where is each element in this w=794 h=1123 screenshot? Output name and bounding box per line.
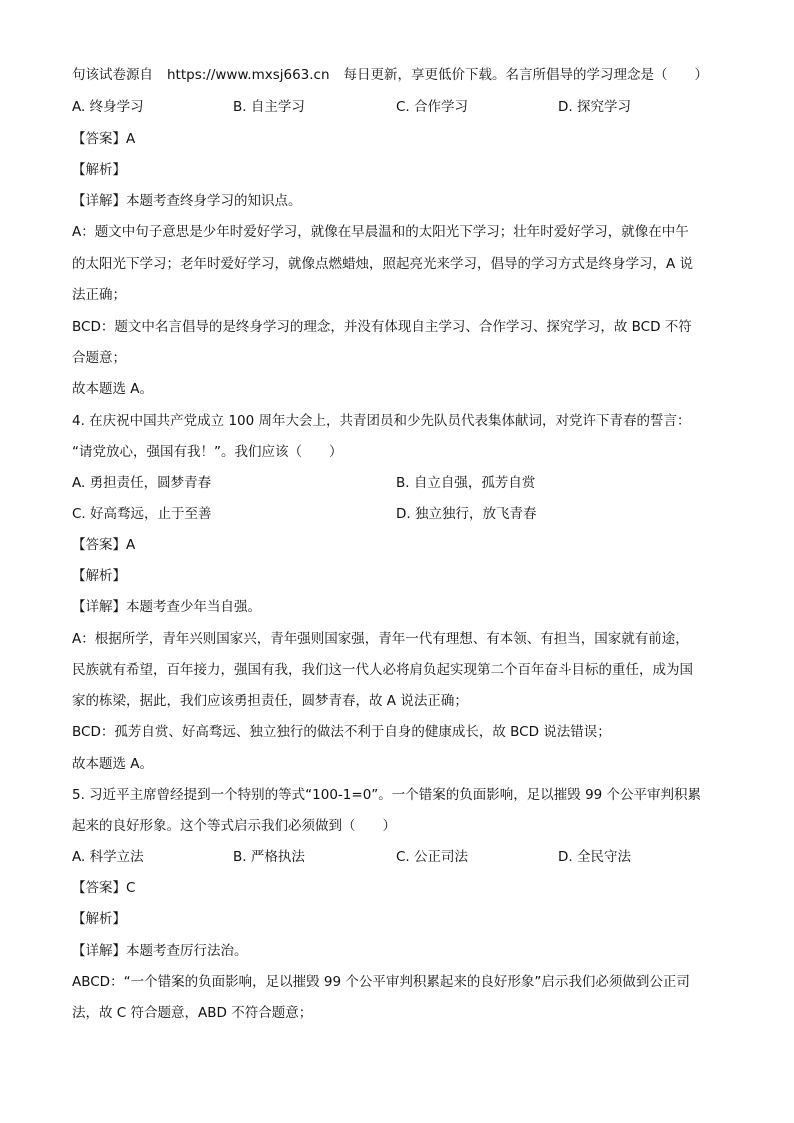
q3-option-c: C. 合作学习 [396, 99, 469, 115]
q3-stem-text: 句该试卷源自 [72, 67, 153, 83]
q5-option-d: D. 全民守法 [558, 849, 631, 865]
q5-explain-abcd-2: 法，故 C 符合题意，ABD 不符合题意； [72, 1005, 313, 1021]
q3-conclusion: 故本题选 A。 [72, 381, 154, 397]
q4-option-c: C. 好高骛远，止于至善 [72, 506, 212, 522]
q3-stem-text-2: 每日更新，享更低价下载。名言所倡导的学习理念是（ ） [343, 67, 709, 83]
q5-stem-2: 起来的良好形象。这个等式启示我们必须做到（ ） [72, 818, 396, 834]
q3-analysis-heading: 【解析】 [72, 162, 126, 178]
q4-explain-a-3: 家的栋梁，据此，我们应该勇担责任，圆梦青春，故 A 说法正确； [72, 693, 468, 709]
q4-detail: 【详解】本题考查少年当自强。 [72, 599, 261, 615]
q3-option-d: D. 探究学习 [558, 99, 631, 115]
q5-detail: 【详解】本题考查厉行法治。 [72, 943, 248, 959]
q4-explain-bcd: BCD：孤芳自赏、好高骛远、独立独行的做法不利于自身的健康成长，故 BCD 说法错误； [72, 724, 611, 740]
q4-answer: 【答案】A [72, 537, 136, 553]
q3-explain-a-3: 法正确； [72, 287, 126, 303]
q5-option-c: C. 公正司法 [396, 849, 469, 865]
q4-option-a: A. 勇担责任，圆梦青春 [72, 475, 212, 491]
source-url: https://www.mxsj663.cn [167, 67, 330, 83]
q3-explain-bcd-2: 合题意； [72, 350, 126, 366]
q3-stem-line [72, 66, 708, 84]
q4-option-b: B. 自立自强，孤芳自赏 [396, 475, 536, 491]
q4-options-row-1 [0, 474, 794, 492]
q3-explain-bcd-1: BCD：题文中名言倡导的是终身学习的理念，并没有体现自主学习、合作学习、探究学习，故 BCD 不符 [72, 319, 692, 335]
q5-explain-abcd-1: ABCD：“一个错案的负面影响，足以摧毁 99 个公平审判积累起来的良好形象”启示我们必须做到公正司 [72, 974, 690, 990]
q3-option-a: A. 终身学习 [72, 99, 144, 115]
q5-options [0, 848, 794, 866]
q4-option-d: D. 独立独行，放飞青春 [396, 506, 537, 522]
q4-explain-a-2: 民族就有希望，百年接力，强国有我，我们这一代人必将肩负起实现第二个百年奋斗目标的重任，成为国 [72, 662, 693, 678]
q4-conclusion: 故本题选 A。 [72, 756, 154, 772]
q3-explain-a-1: A：题文中句子意思是少年时爱好学习，就像在早晨温和的太阳光下学习；壮年时爱好学习，就像在中午 [72, 224, 689, 240]
q3-answer: 【答案】A [72, 131, 136, 147]
q4-stem-2: “请党放心，强国有我！”。我们应该（ ） [72, 444, 343, 460]
q3-options [0, 98, 794, 116]
q4-stem-1: 4. 在庆祝中国共产党成立 100 周年大会上，共青团员和少先队员代表集体献词，对党许下青春的誓言： [72, 413, 691, 429]
q5-option-a: A. 科学立法 [72, 849, 144, 865]
q4-options-row-2 [0, 505, 794, 523]
q3-explain-a-2: 的太阳光下学习；老年时爱好学习，就像点燃蜡烛，照起亮光来学习，倡导的学习方式是终身学习，A 说 [72, 256, 694, 272]
q5-answer: 【答案】C [72, 880, 136, 896]
q3-detail: 【详解】本题考查终身学习的知识点。 [72, 193, 302, 209]
q4-explain-a-1: A：根据所学，青年兴则国家兴，青年强则国家强，青年一代有理想、有本领、有担当，国家就有前途， [72, 631, 689, 647]
q3-option-b: B. 自主学习 [233, 99, 305, 115]
q5-stem-1: 5. 习近平主席曾经提到一个特别的等式“100-1=0”。一个错案的负面影响，足以摧毁 99 个公平审判积累 [72, 787, 702, 803]
q5-option-b: B. 严格执法 [233, 849, 305, 865]
q5-analysis-heading: 【解析】 [72, 911, 126, 927]
q4-analysis-heading: 【解析】 [72, 568, 126, 584]
